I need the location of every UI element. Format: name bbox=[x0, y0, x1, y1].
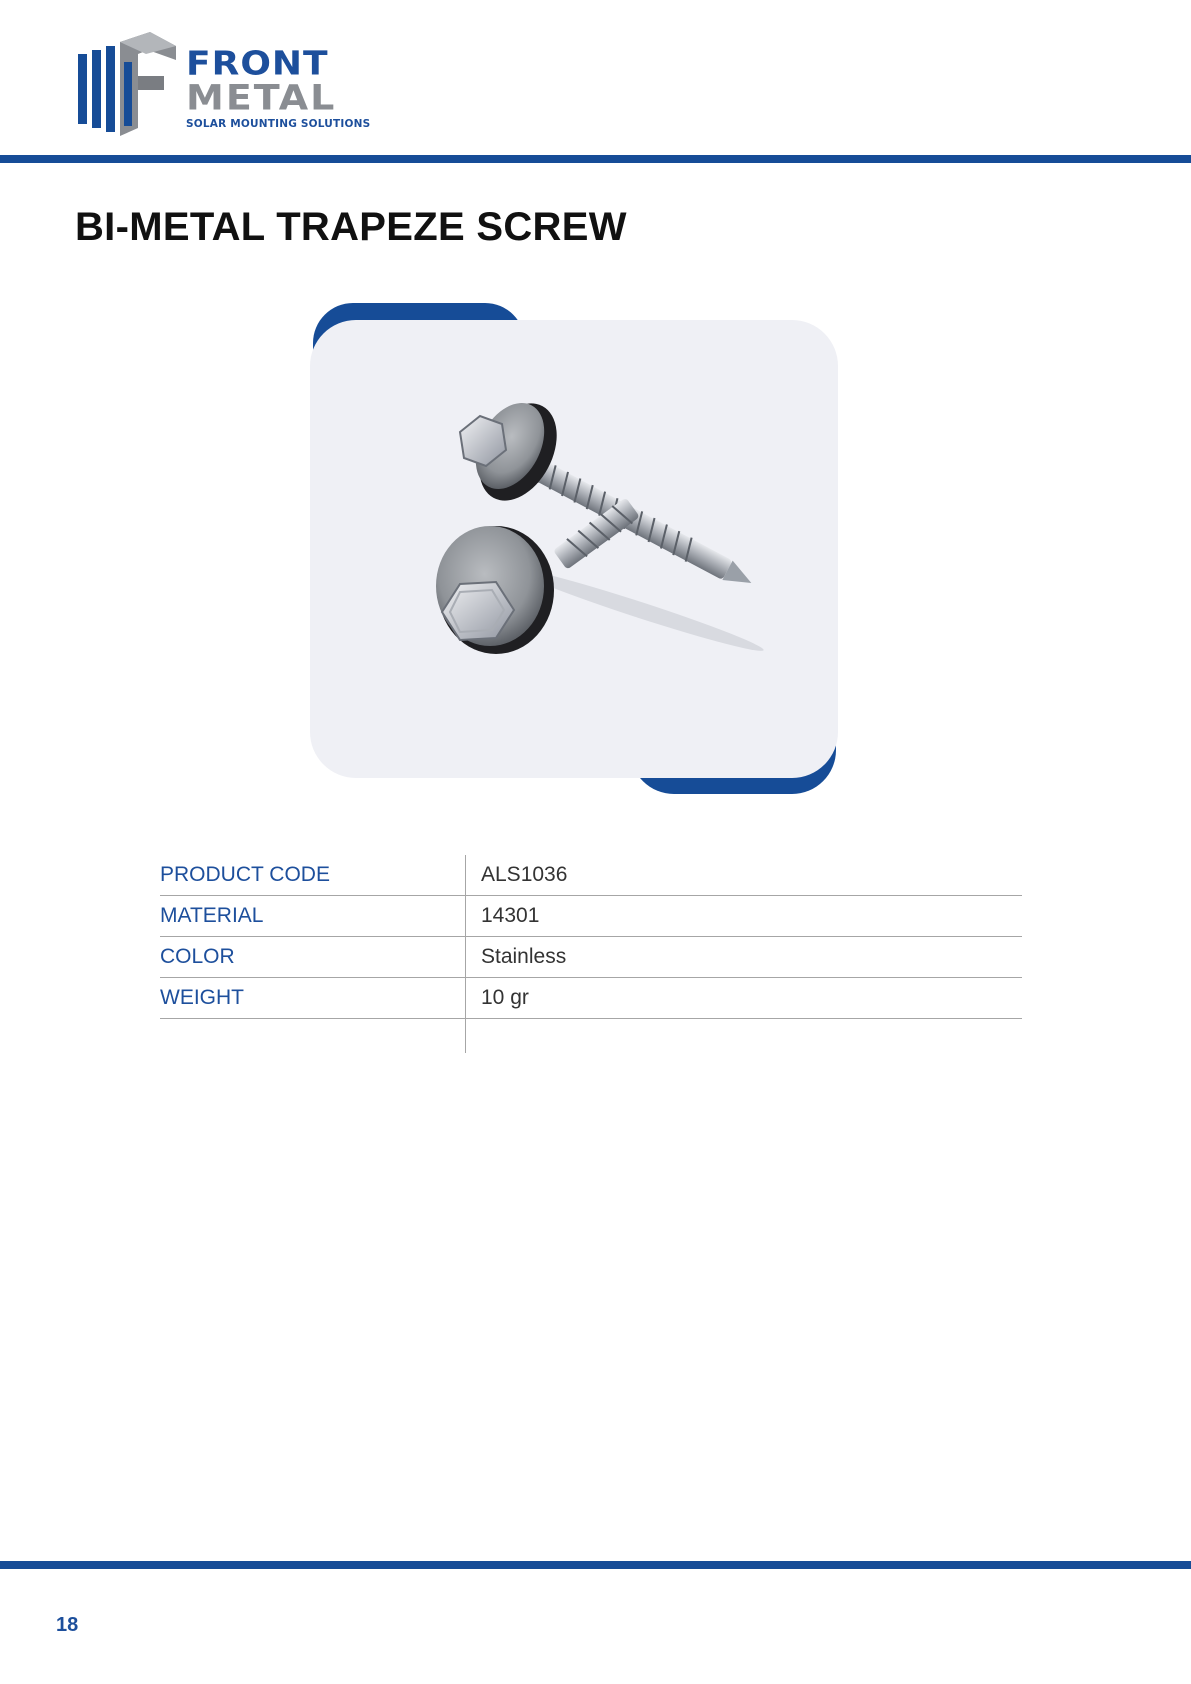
product-photo bbox=[310, 320, 838, 778]
spec-row-weight bbox=[160, 978, 1022, 1019]
footer-divider bbox=[0, 1561, 1191, 1569]
spec-value: Stainless bbox=[466, 937, 1023, 978]
spec-value: 10 gr bbox=[466, 978, 1023, 1019]
page-number: 18 bbox=[56, 1614, 79, 1636]
spec-row-empty bbox=[160, 1019, 1022, 1054]
logo-tagline: SOLAR MOUNTING SOLUTIONS bbox=[186, 118, 371, 130]
logo-metal-text: METAL bbox=[186, 77, 337, 118]
product-photo-frame bbox=[300, 300, 850, 800]
header-divider bbox=[0, 155, 1191, 163]
screw-illustration bbox=[310, 320, 838, 778]
spec-label: PRODUCT CODE bbox=[160, 855, 466, 896]
spec-label: WEIGHT bbox=[160, 978, 466, 1019]
spec-value: ALS1036 bbox=[466, 855, 1023, 896]
spec-row-material bbox=[160, 896, 1022, 937]
page-title: BI-METAL TRAPEZE SCREW bbox=[75, 205, 627, 249]
spec-row-product-code bbox=[160, 855, 1022, 896]
spec-value-empty bbox=[466, 1019, 1023, 1054]
spec-label: MATERIAL bbox=[160, 896, 466, 937]
spec-table bbox=[160, 855, 1022, 1053]
logo-front-text: FRONT bbox=[186, 45, 329, 83]
spec-label: COLOR bbox=[160, 937, 466, 978]
logo-wordmark bbox=[186, 45, 371, 130]
front-metal-logo-icon bbox=[76, 32, 180, 138]
spec-value: 14301 bbox=[466, 896, 1023, 937]
brand-logo bbox=[76, 30, 376, 140]
spec-label-empty bbox=[160, 1019, 466, 1054]
spec-row-color bbox=[160, 937, 1022, 978]
